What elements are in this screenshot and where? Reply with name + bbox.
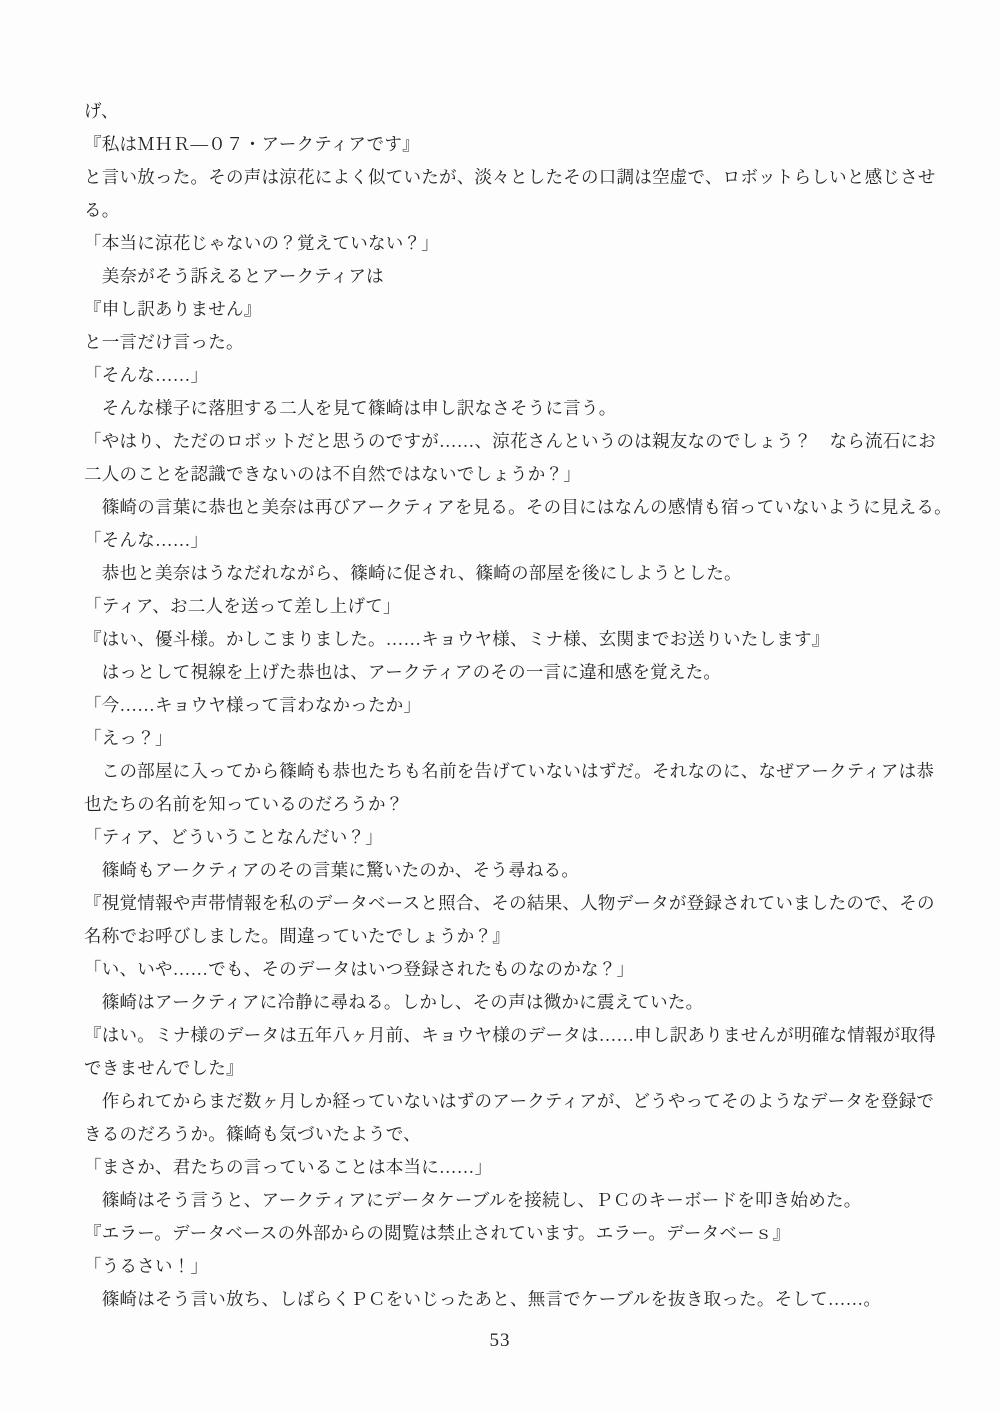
text-line: 「やはり、ただのロボットだと思うのですが……、涼花さんというのは親友なのでしょう？ なら流石にお xyxy=(84,431,936,451)
text-line: 『申し訳ありません』 xyxy=(84,299,262,319)
text-line: と言い放った。その声は涼花によく似ていたが、淡々としたその口調は空虚で、ロボットらしいと感じさせ xyxy=(84,167,936,187)
text-line: 『はい。ミナ様のデータは五年八ヶ月前、キョウヤ様のデータは……申し訳ありませんが明確な情報が取得 xyxy=(84,1025,936,1045)
text-line: 恭也と美奈はうなだれながら、篠崎に促され、篠崎の部屋を後にしようとした。 xyxy=(84,563,742,583)
text-line: 「本当に涼花じゃないの？覚えていない？」 xyxy=(84,233,439,253)
text-line: 「えっ？」 xyxy=(84,728,173,748)
text-line: この部屋に入ってから篠崎も恭也たちも名前を告げていないはずだ。それなのに、なぜアークティアは恭 xyxy=(84,761,935,781)
text-line: げ、 xyxy=(84,101,119,121)
text-line: 也たちの名前を知っているのだろうか？ xyxy=(84,794,404,814)
text-line: 「うるさい！」 xyxy=(84,1256,209,1276)
text-line: と一言だけ言った。 xyxy=(84,332,244,352)
text-line: 「い、いや……でも、そのデータはいつ登録されたものなのかな？」 xyxy=(84,959,635,979)
text-line: 篠崎もアークティアのその言葉に驚いたのか、そう尋ねる。 xyxy=(84,860,580,880)
text-line: できませんでした』 xyxy=(84,1058,244,1078)
text-line: 「ティア、お二人を送って差し上げて」 xyxy=(84,596,401,616)
text-line: 篠崎はそう言うと、アークティアにデータケーブルを接続し、ＰＣのキーボードを叩き始めた。 xyxy=(84,1190,862,1210)
text-lines xyxy=(84,95,952,1316)
text-line: 『はい、優斗様。かしこまりました。……キョウヤ様、ミナ様、玄関までお送りいたします』 xyxy=(84,629,830,649)
text-line: 『エラー。データベースの外部からの閲覧は禁止されています。エラー。データベーｓ』 xyxy=(84,1223,791,1243)
text-line: 篠崎の言葉に恭也と美奈は再びアークティアを見る。その目にはなんの感情も宿っていないように見える。 xyxy=(84,497,952,517)
text-line: そんな様子に落胆する二人を見て篠崎は申し訳なさそうに言う。 xyxy=(84,398,617,418)
text-line: 「ティア、どういうことなんだい？」 xyxy=(84,827,383,847)
text-line: 篠崎はアークティアに冷静に尋ねる。しかし、その声は微かに震えていた。 xyxy=(84,992,704,1012)
text-line: 「そんな……」 xyxy=(84,530,209,550)
text-line: きるのだろうか。篠崎も気づいたようで、 xyxy=(84,1124,421,1144)
text-line: 『視覚情報や声帯情報を私のデータベースと照合、その結果、人物データが登録されていましたので、その xyxy=(84,893,935,913)
text-line: 作られてからまだ数ヶ月しか経っていないはずのアークティアが、どうやってそのようなデータを登録で xyxy=(84,1091,935,1111)
text-line: る。 xyxy=(84,200,120,220)
text-line: 「まさか、君たちの言っていることは本当に……」 xyxy=(84,1157,493,1177)
text-line: 名称でお呼びしました。間違っていたでしょうか？』 xyxy=(84,926,510,946)
text-line: 篠崎はそう言い放ち、しばらくＰＣをいじったあと、無言でケーブルを抜き取った。そして……。 xyxy=(84,1289,882,1309)
text-line: 二人のことを認識できないのは不自然ではないでしょうか？」 xyxy=(84,464,581,484)
page-number: 53 xyxy=(489,1330,511,1351)
text-line: 『私はＭＨＲ―０７・アークティアです』 xyxy=(84,134,420,154)
text-line: 「そんな……」 xyxy=(84,365,209,385)
text-line: 美奈がそう訴えるとアークティアは xyxy=(84,266,384,286)
text-line: 「今……キョウヤ様って言わなかったか」 xyxy=(84,695,422,715)
text-line: はっとして視線を上げた恭也は、アークティアのその一言に違和感を覚えた。 xyxy=(84,662,722,682)
